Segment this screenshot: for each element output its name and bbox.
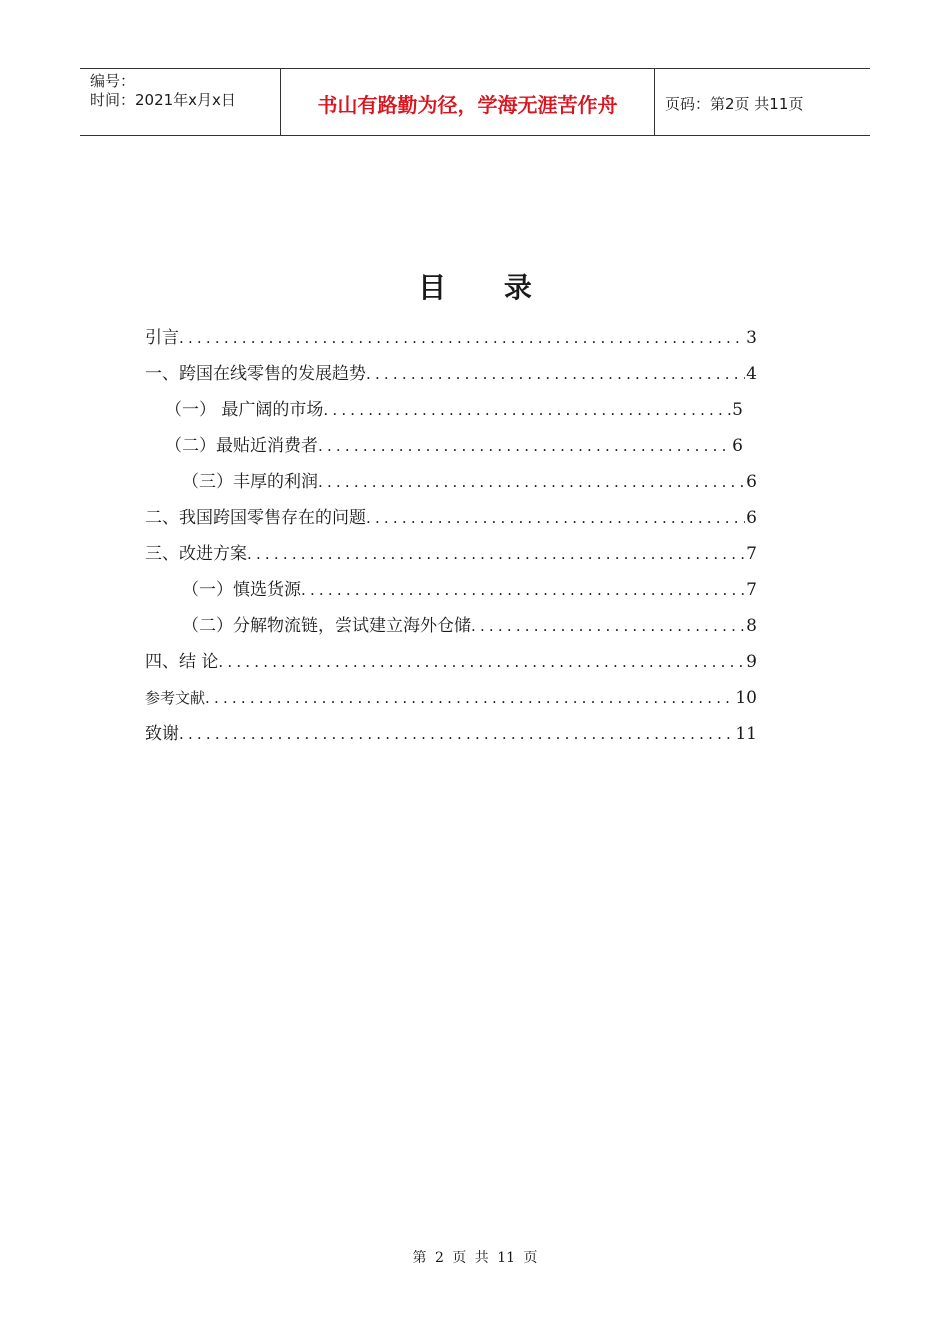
toc-leader-dots <box>366 507 745 529</box>
toc-entry-label: 引言 <box>145 328 179 348</box>
page-footer: 第 2 页 共 11 页 <box>412 1250 538 1266</box>
toc-entry-page: 7 <box>746 580 757 600</box>
toc-entry-page: 6 <box>746 472 757 492</box>
toc-entry-page: 9 <box>746 652 757 672</box>
toc-entry-page: 5 <box>732 400 743 420</box>
toc-entry-label: 二、我国跨国零售存在的问题 <box>145 508 366 528</box>
toc-entry-label: 一、跨国在线零售的发展趋势 <box>145 364 366 384</box>
toc-entry[interactable] <box>182 579 757 601</box>
toc-leader-dots <box>218 651 745 673</box>
toc-entry-label: 参考文献 <box>145 689 206 707</box>
toc-entry-page: 8 <box>746 616 757 636</box>
toc-entry[interactable] <box>145 687 757 709</box>
toc-leader-dots <box>323 399 731 421</box>
toc-entry[interactable] <box>145 651 757 673</box>
toc-leader-dots <box>471 615 745 637</box>
toc-entry[interactable] <box>145 327 757 349</box>
toc-leader-dots <box>366 363 745 385</box>
toc-entry-label: （二）分解物流链，尝试建立海外仓储 <box>182 616 471 636</box>
toc-entry-label: （二）最贴近消费者 <box>165 436 318 456</box>
toc-leader-dots <box>205 687 734 709</box>
toc-leader-dots <box>247 543 745 565</box>
toc-entry[interactable] <box>145 723 757 745</box>
toc-entry[interactable] <box>165 435 743 457</box>
toc-entry-label: （三）丰厚的利润 <box>182 472 318 492</box>
toc-entry[interactable] <box>145 543 757 565</box>
toc-leader-dots <box>179 723 734 745</box>
toc-entry-page: 11 <box>735 724 757 744</box>
toc-entry[interactable] <box>165 399 743 421</box>
toc-entry[interactable] <box>145 363 757 385</box>
toc-entry-page: 7 <box>746 544 757 564</box>
document-date-label: 时间：2021年x月x日 <box>90 91 236 109</box>
toc-entry-label: 四、结 论 <box>145 652 219 672</box>
toc-entry-label: 三、改进方案 <box>145 544 247 564</box>
toc-entry[interactable] <box>145 507 757 529</box>
toc-leader-dots <box>301 579 745 601</box>
toc-entry-page: 6 <box>746 508 757 528</box>
toc-entry-page: 4 <box>746 364 757 384</box>
toc-entry-page: 6 <box>732 436 743 456</box>
header-meta-cell <box>80 69 281 135</box>
toc-entry-label: （一） 最广阔的市场 <box>165 400 324 420</box>
toc-title: 目 录 <box>418 271 556 304</box>
toc-entry-page: 10 <box>735 688 757 708</box>
toc-entry-label: （一）慎选货源 <box>182 580 301 600</box>
document-header <box>80 68 870 136</box>
document-number-label: 编号： <box>90 72 136 90</box>
toc-leader-dots <box>179 327 745 349</box>
header-motto: 书山有路勤为径，学海无涯苦作舟 <box>281 69 655 135</box>
toc-entry-page: 3 <box>746 328 757 348</box>
toc-entry[interactable] <box>182 471 757 493</box>
toc-leader-dots <box>318 435 731 457</box>
toc-entry-label: 致谢 <box>145 724 179 744</box>
toc-entry[interactable] <box>182 615 757 637</box>
toc-leader-dots <box>318 471 745 493</box>
header-page-info: 页码：第2页 共11页 <box>665 94 804 113</box>
